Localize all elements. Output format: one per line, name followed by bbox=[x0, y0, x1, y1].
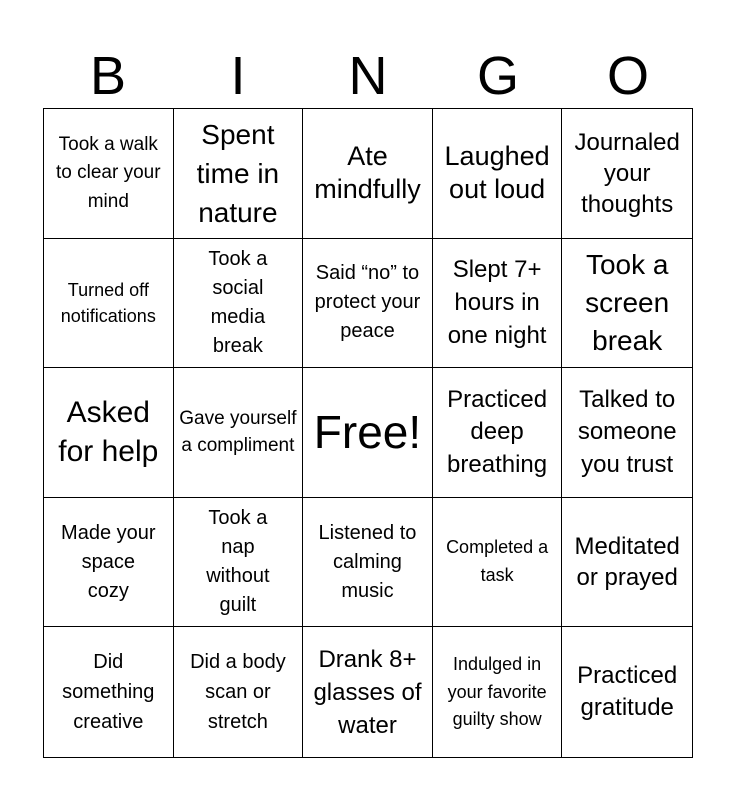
cell-label: Did something creative bbox=[62, 651, 155, 734]
header-letter-n: N bbox=[348, 46, 388, 106]
bingo-cell[interactable] bbox=[303, 109, 433, 239]
cell-label: Took a walk to clear your mind bbox=[56, 133, 161, 212]
cell-label: Meditated or prayed bbox=[574, 532, 680, 592]
bingo-cell[interactable] bbox=[562, 368, 692, 498]
bingo-cell[interactable] bbox=[174, 239, 304, 369]
cell-label: Journaled your thoughts bbox=[574, 128, 680, 218]
header-letter-b: B bbox=[89, 46, 127, 106]
cell-label: Did a body scan or stretch bbox=[190, 651, 286, 734]
cell-label: Indulged in your favorite guilty show bbox=[447, 654, 547, 729]
cell-label: Listened to calming music bbox=[318, 521, 417, 602]
cell-label: Practiced deep breathing bbox=[447, 385, 548, 478]
cell-label: Talked to someone you trust bbox=[577, 385, 677, 478]
cell-label: Turned off notifications bbox=[60, 279, 156, 326]
header-letter-g: G bbox=[476, 46, 519, 106]
bingo-cell[interactable] bbox=[44, 627, 174, 757]
bingo-cell[interactable] bbox=[562, 498, 692, 628]
bingo-cell[interactable] bbox=[303, 498, 433, 628]
bingo-board bbox=[43, 108, 693, 758]
bingo-cell[interactable] bbox=[433, 368, 563, 498]
cell-label: Made your space cozy bbox=[61, 521, 156, 602]
cell-label: Asked for help bbox=[58, 395, 159, 469]
cell-label: Took a screen break bbox=[585, 249, 670, 356]
cell-label: Practiced gratitude bbox=[577, 661, 678, 722]
cell-label: Took a nap without guilt bbox=[206, 507, 270, 617]
cell-label: Laughed out loud bbox=[444, 140, 550, 205]
bingo-cell[interactable] bbox=[174, 498, 304, 628]
cell-label: Said “no” to protect your peace bbox=[314, 262, 421, 343]
bingo-cell[interactable] bbox=[562, 109, 692, 239]
header-letter-o: O bbox=[606, 46, 649, 106]
cell-label: Spent time in nature bbox=[196, 118, 280, 228]
bingo-cell[interactable] bbox=[433, 109, 563, 239]
bingo-cell[interactable] bbox=[174, 368, 304, 498]
bingo-header bbox=[43, 44, 693, 108]
bingo-cell[interactable] bbox=[562, 239, 692, 369]
bingo-cell[interactable] bbox=[433, 627, 563, 757]
header-letter-i: I bbox=[230, 46, 246, 106]
cell-label: Ate mindfully bbox=[314, 140, 421, 205]
bingo-cell[interactable] bbox=[303, 627, 433, 757]
bingo-cell[interactable] bbox=[174, 109, 304, 239]
cell-label: Completed a task bbox=[446, 537, 549, 586]
bingo-cell[interactable] bbox=[44, 239, 174, 369]
cell-label: Slept 7+ hours in one night bbox=[447, 256, 547, 350]
bingo-cell[interactable] bbox=[433, 498, 563, 628]
bingo-cell[interactable] bbox=[44, 368, 174, 498]
cell-label: Drank 8+ glasses of water bbox=[313, 645, 422, 739]
bingo-cell[interactable] bbox=[44, 498, 174, 628]
bingo-cell[interactable] bbox=[303, 368, 433, 498]
bingo-cell[interactable] bbox=[303, 239, 433, 369]
bingo-cell[interactable] bbox=[174, 627, 304, 757]
bingo-cell[interactable] bbox=[562, 627, 692, 757]
cell-label: Gave yourself a compliment bbox=[179, 407, 297, 457]
cell-label: Took a social media break bbox=[208, 247, 268, 357]
bingo-cell[interactable] bbox=[44, 109, 174, 239]
bingo-cell[interactable] bbox=[433, 239, 563, 369]
cell-label: Free! bbox=[313, 406, 422, 459]
